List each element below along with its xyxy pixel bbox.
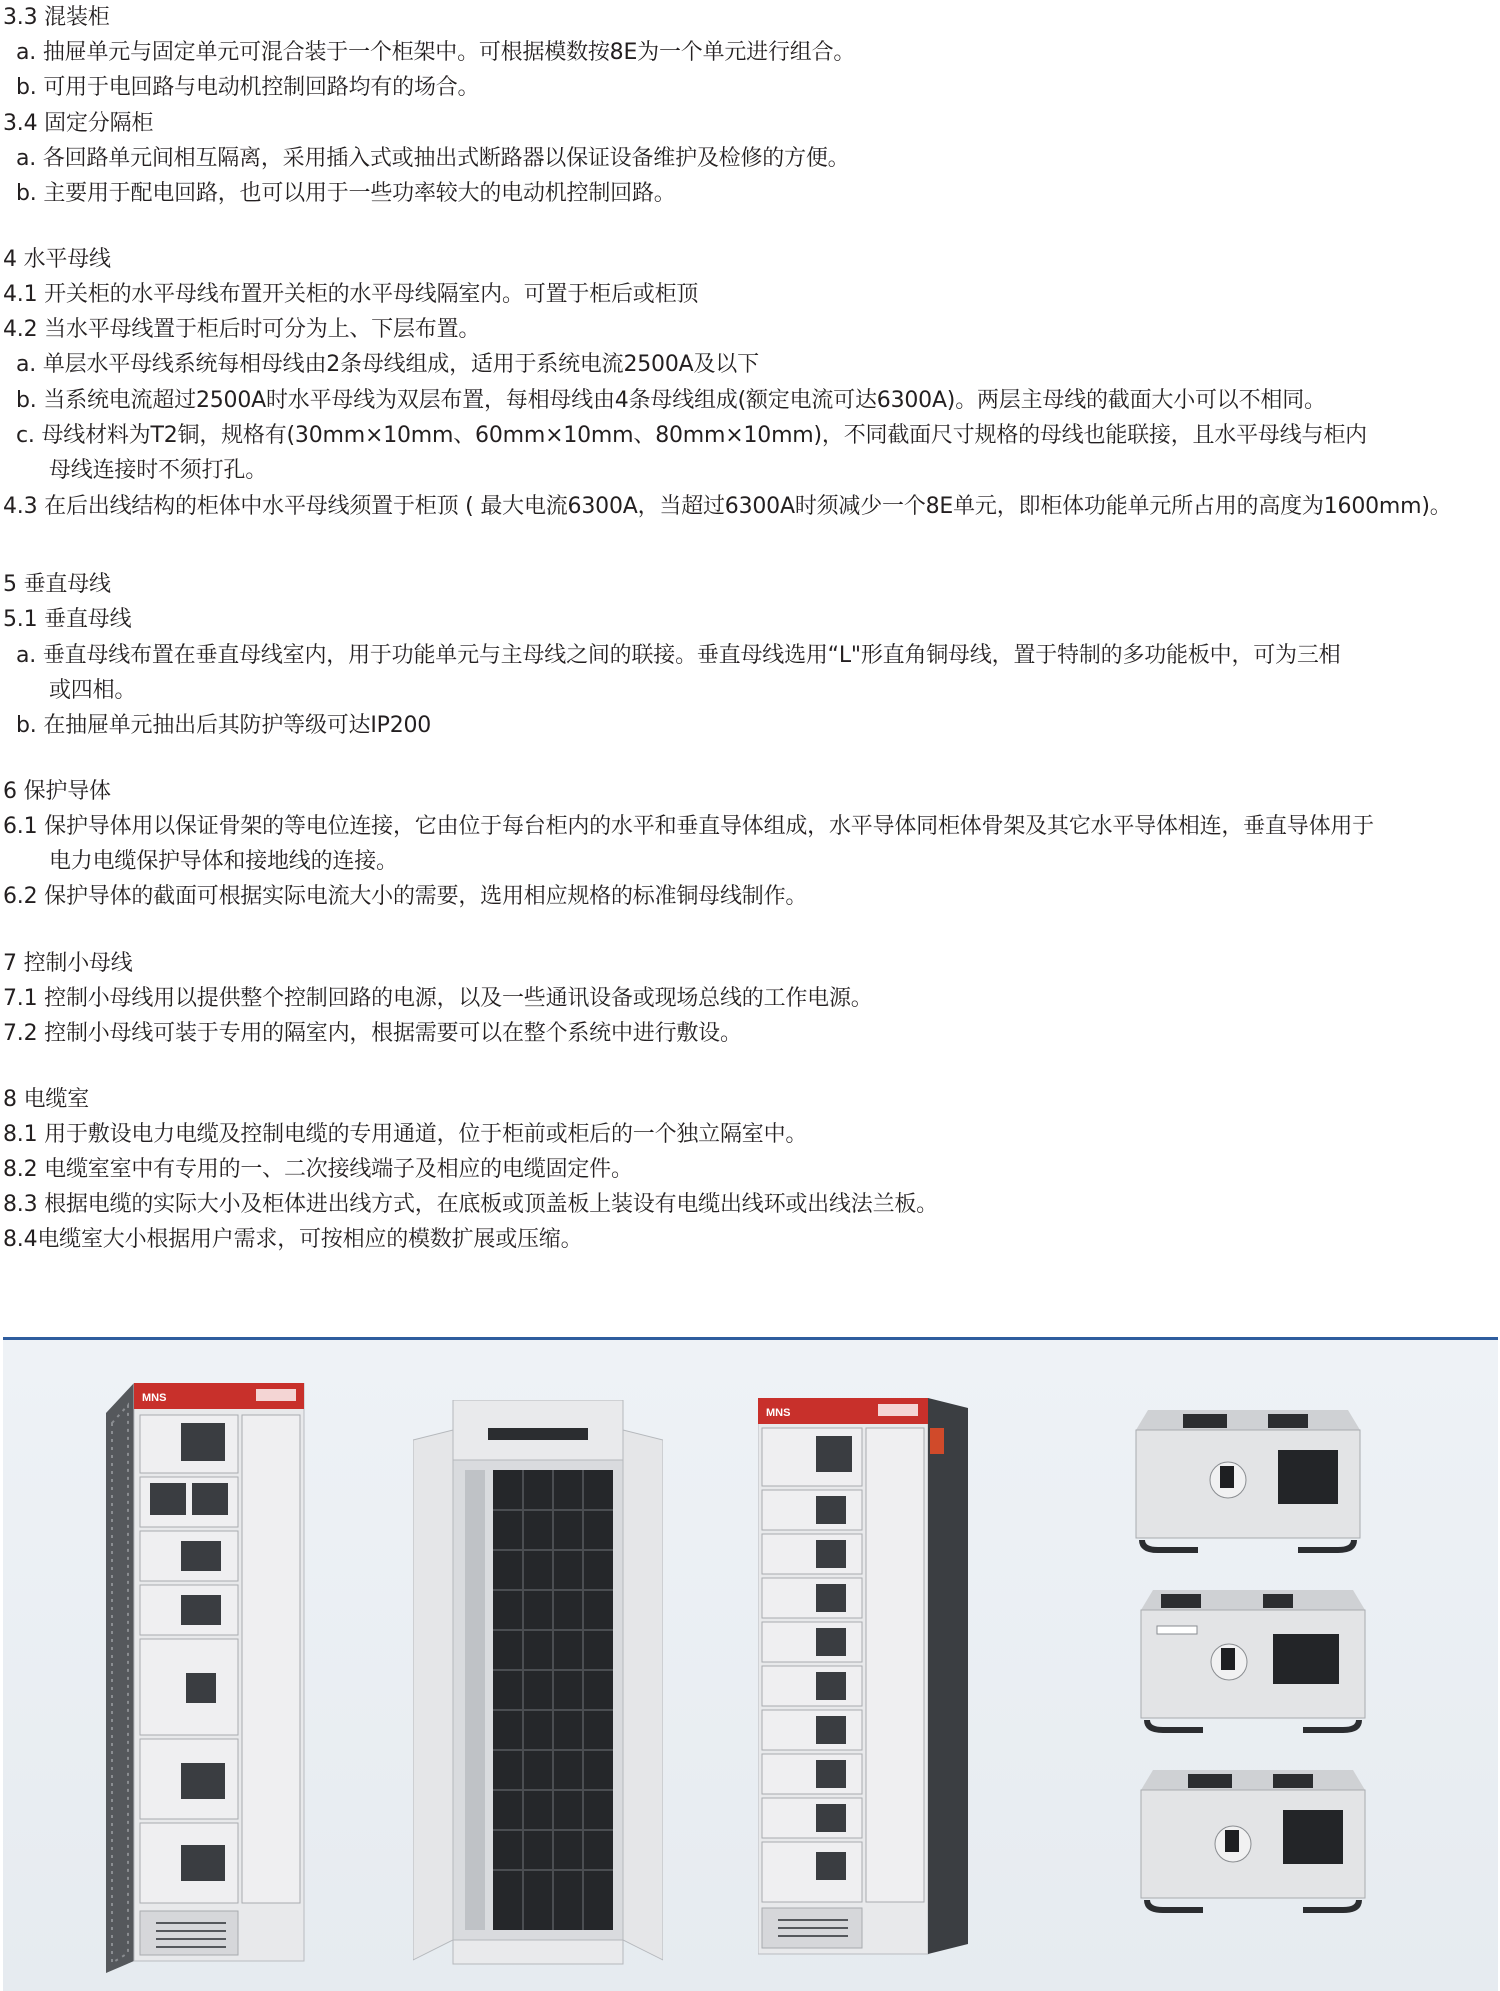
- text-line: 6.1 保护导体用以保证骨架的等电位连接，它由位于每台柜内的水平和垂直导体组成，水平导体同柜体骨架及其它水平导体相连，垂直导体用于: [3, 814, 1374, 839]
- text-line: a. 抽屉单元与固定单元可混合装于一个柜架中。可根据模数按8E为一个单元进行组合。: [16, 40, 856, 65]
- text-line: b. 当系统电流超过2500A时水平母线为双层布置，每相母线由4条母线组成(额定电流可达6300A)。两层主母线的截面大小可以不相同。: [16, 388, 1326, 413]
- brand-label-2: MNS: [766, 1407, 791, 1419]
- text-line: 电力电缆保护导体和接地线的连接。: [49, 849, 398, 874]
- mns-multi-drawer-cabinet-image: [758, 1398, 978, 1958]
- text-line: 5 垂直母线: [3, 572, 111, 597]
- mns-drawer-cabinet-image: [106, 1383, 311, 1973]
- text-line: 3.4 固定分隔柜: [3, 111, 154, 136]
- text-line: 4 水平母线: [3, 247, 111, 272]
- text-line: 7 控制小母线: [3, 951, 133, 976]
- text-line: 4.1 开关柜的水平母线布置开关柜的水平母线隔室内。可置于柜后或柜顶: [3, 282, 699, 307]
- text-line: b. 可用于电回路与电动机控制回路均有的场合。: [16, 75, 480, 100]
- text-line: b. 在抽屉单元抽出后其防护等级可达IP200: [16, 713, 432, 738]
- drawer-unit-image-1: [1128, 1410, 1368, 1560]
- text-line: c. 母线材料为T2铜，规格有(30mm×10mm、60mm×10mm、80mm×10mm)，不同截面尺寸规格的母线也能联接，且水平母线与柜内: [16, 423, 1367, 448]
- text-line: 6.2 保护导体的截面可根据实际电流大小的需要，选用相应规格的标准铜母线制作。: [3, 884, 808, 909]
- text-line: 5.1 垂直母线: [3, 607, 132, 632]
- text-line: 4.2 当水平母线置于柜后时可分为上、下层布置。: [3, 317, 481, 342]
- text-line: 8.2 电缆室室中有专用的一、二次接线端子及相应的电缆固定件。: [3, 1157, 633, 1182]
- text-line: a. 垂直母线布置在垂直母线室内，用于功能单元与主母线之间的联接。垂直母线选用“L"形直角铜母线，置于特制的多功能板中，可为三相: [16, 643, 1341, 668]
- text-line: 或四相。: [49, 678, 137, 703]
- text-line: a. 各回路单元间相互隔离，采用插入式或抽出式断路器以保证设备维护及检修的方便。: [16, 146, 850, 171]
- drawer-unit-image-2: [1133, 1590, 1373, 1740]
- text-line: 6 保护导体: [3, 779, 111, 804]
- text-line: 8.4电缆室大小根据用户需求，可按相应的模数扩展或压缩。: [3, 1227, 583, 1252]
- text-line: 4.3 在后出线结构的柜体中水平母线须置于柜顶 ( 最大电流6300A，当超过6300A时须减少一个8E单元，即柜体功能单元所占用的高度为1600mm)。: [3, 494, 1452, 519]
- text-line: 7.2 控制小母线可装于专用的隔室内，根据需要可以在整个系统中进行敷设。: [3, 1021, 742, 1046]
- text-line: a. 单层水平母线系统每相母线由2条母线组成，适用于系统电流2500A及以下: [16, 352, 759, 377]
- open-frame-cabinet-image: [413, 1400, 663, 1970]
- brand-label: MNS: [142, 1392, 167, 1404]
- text-line: 8.1 用于敷设电力电缆及控制电缆的专用通道，位于柜前或柜后的一个独立隔室中。: [3, 1122, 808, 1147]
- text-line: 8 电缆室: [3, 1087, 89, 1112]
- text-line: 3.3 混装柜: [3, 5, 110, 30]
- drawer-unit-image-3: [1133, 1770, 1373, 1920]
- text-line: 7.1 控制小母线用以提供整个控制回路的电源，以及一些通讯设备或现场总线的工作电源。: [3, 986, 873, 1011]
- product-gallery: [3, 1340, 1498, 1991]
- text-line: 母线连接时不须打孔。: [49, 458, 268, 483]
- text-line: 8.3 根据电缆的实际大小及柜体进出线方式，在底板或顶盖板上装设有电缆出线环或出线法兰板。: [3, 1192, 938, 1217]
- text-line: b. 主要用于配电回路，也可以用于一些功率较大的电动机控制回路。: [16, 181, 676, 206]
